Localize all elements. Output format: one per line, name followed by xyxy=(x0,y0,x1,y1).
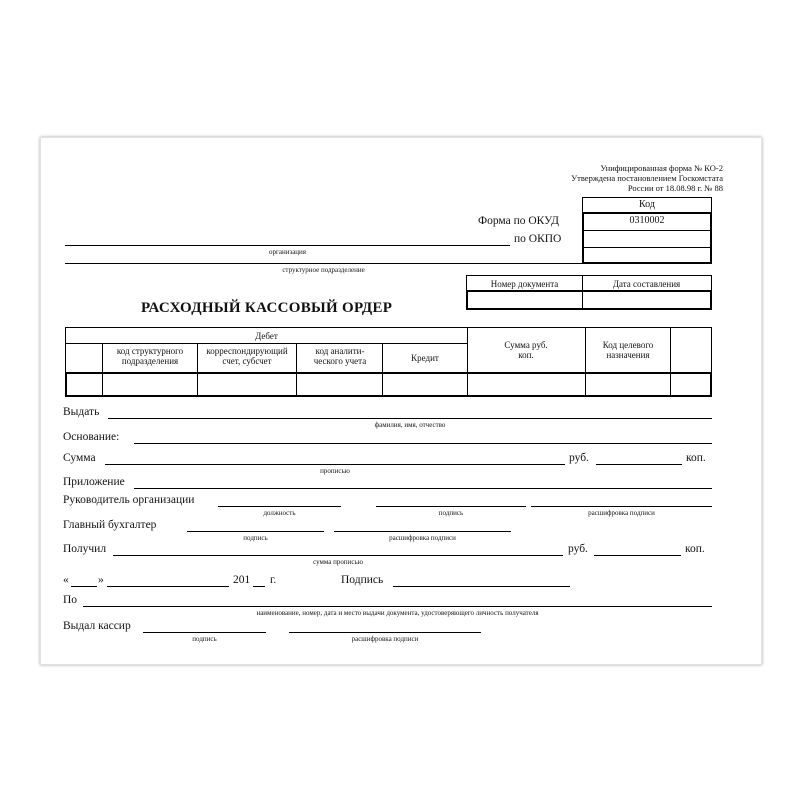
head-decoding-line[interactable] xyxy=(531,506,712,507)
basis-label: Основание: xyxy=(63,431,120,443)
issue-line[interactable] xyxy=(108,418,712,419)
date-year-suffix: г. xyxy=(270,574,277,586)
received-sum-caption: сумма прописью xyxy=(313,558,363,566)
col-purpose: Код целевого назначения xyxy=(602,340,654,360)
cashier-signature-caption: подпись xyxy=(192,635,217,643)
signature-label: Подпись xyxy=(341,574,384,586)
r2 xyxy=(197,374,198,395)
head-signature-caption: подпись xyxy=(438,509,464,517)
debit-underline xyxy=(66,343,467,344)
received-line[interactable] xyxy=(113,555,563,556)
date-month-line[interactable] xyxy=(107,586,229,587)
okud-value[interactable]: 0310002 xyxy=(629,215,665,226)
doc-number-label: Номер документа xyxy=(490,279,559,289)
r4 xyxy=(382,374,383,395)
cashier-signature-line[interactable] xyxy=(143,632,266,633)
cashier-decoding-line[interactable] xyxy=(289,632,481,633)
cashier-decoding-caption: расшифровка подписи xyxy=(351,635,419,643)
okpo-label: по ОКПО xyxy=(514,233,562,245)
head-label: Руководитель организации xyxy=(63,494,195,506)
code-divider-1 xyxy=(584,230,710,231)
r7 xyxy=(670,374,671,395)
attachment-label: Приложение xyxy=(63,476,125,488)
by-line[interactable] xyxy=(83,606,712,607)
code-header-cell xyxy=(582,197,712,213)
cashier-label: Выдал кассир xyxy=(63,620,131,632)
head-signature-line[interactable] xyxy=(376,506,526,507)
code-header: Код xyxy=(639,199,655,210)
accountant-signature-line[interactable] xyxy=(187,531,324,532)
main-table-data-row[interactable] xyxy=(65,372,712,397)
head-position-caption: должность xyxy=(263,509,296,517)
org-line[interactable] xyxy=(65,245,510,246)
page-title: РАСХОДНЫЙ КАССОВЫЙ ОРДЕР xyxy=(141,300,393,316)
issue-caption: фамилия, имя, отчество xyxy=(374,421,446,429)
received-label: Получил xyxy=(63,543,107,555)
date-quote-open: « xyxy=(63,574,69,586)
unit-caption: структурное подразделение xyxy=(282,266,365,274)
r5 xyxy=(467,374,468,395)
col-unit-code: код структурного подразделения xyxy=(116,346,184,366)
doc-table-values[interactable] xyxy=(466,290,712,310)
by-label: По xyxy=(63,594,78,606)
debit-label: Дебет xyxy=(255,331,278,341)
code-values-box xyxy=(582,212,712,264)
cash-order-form xyxy=(40,137,762,665)
r6 xyxy=(585,374,586,395)
okud-label: Форма по ОКУД xyxy=(478,215,559,227)
sum-kop-line[interactable] xyxy=(596,464,682,465)
sum-kop: коп. xyxy=(686,452,706,464)
sum-label: Сумма xyxy=(63,452,96,464)
sum-line[interactable] xyxy=(105,464,565,465)
sum-caption: прописью xyxy=(320,467,350,475)
code-divider-2 xyxy=(584,247,710,248)
r1 xyxy=(102,374,103,395)
doc-date-label: Дата составления xyxy=(612,279,681,289)
issue-label: Выдать xyxy=(63,406,100,418)
date-year-line[interactable] xyxy=(253,586,265,587)
form-line-1: Унифицированная форма № КО-2 xyxy=(600,163,723,173)
id-caption: наименование, номер, дата и место выдачи документа, удостоверяющего личность получателя xyxy=(256,609,539,617)
accountant-decoding-line[interactable] xyxy=(334,531,511,532)
col-analytic-code: код аналити-ческого учета xyxy=(313,346,367,366)
signature-line[interactable] xyxy=(393,586,570,587)
received-kop-line[interactable] xyxy=(594,555,681,556)
col-corr-account: корреспондирующий счет, субсчет xyxy=(206,346,288,366)
accountant-signature-caption: подпись xyxy=(243,534,268,542)
received-kop: коп. xyxy=(685,543,705,555)
unit-line[interactable] xyxy=(65,263,582,264)
head-position-line[interactable] xyxy=(218,506,341,507)
date-day-line[interactable] xyxy=(71,586,97,587)
accountant-decoding-caption: расшифровка подписи xyxy=(389,534,456,542)
org-caption: организация xyxy=(268,248,307,256)
attachment-line[interactable] xyxy=(134,488,712,489)
date-year: 201 xyxy=(233,574,251,586)
doc-table-header xyxy=(466,275,712,291)
col-credit: Кредит xyxy=(411,353,439,363)
r3 xyxy=(296,374,297,395)
sum-rub: руб. xyxy=(569,452,589,464)
doc-values-divider xyxy=(582,292,583,308)
basis-line[interactable] xyxy=(134,443,712,444)
form-line-2: Утверждена постановлением Госкомстата xyxy=(571,173,723,183)
col-sum: Сумма руб. коп. xyxy=(504,340,548,360)
accountant-label: Главный бухгалтер xyxy=(63,519,157,531)
head-decoding-caption: расшифровка подписи xyxy=(588,509,655,517)
form-line-3: России от 18.08.98 г. № 88 xyxy=(627,183,723,193)
date-quote-close: » xyxy=(98,574,104,586)
received-rub: руб. xyxy=(568,543,588,555)
